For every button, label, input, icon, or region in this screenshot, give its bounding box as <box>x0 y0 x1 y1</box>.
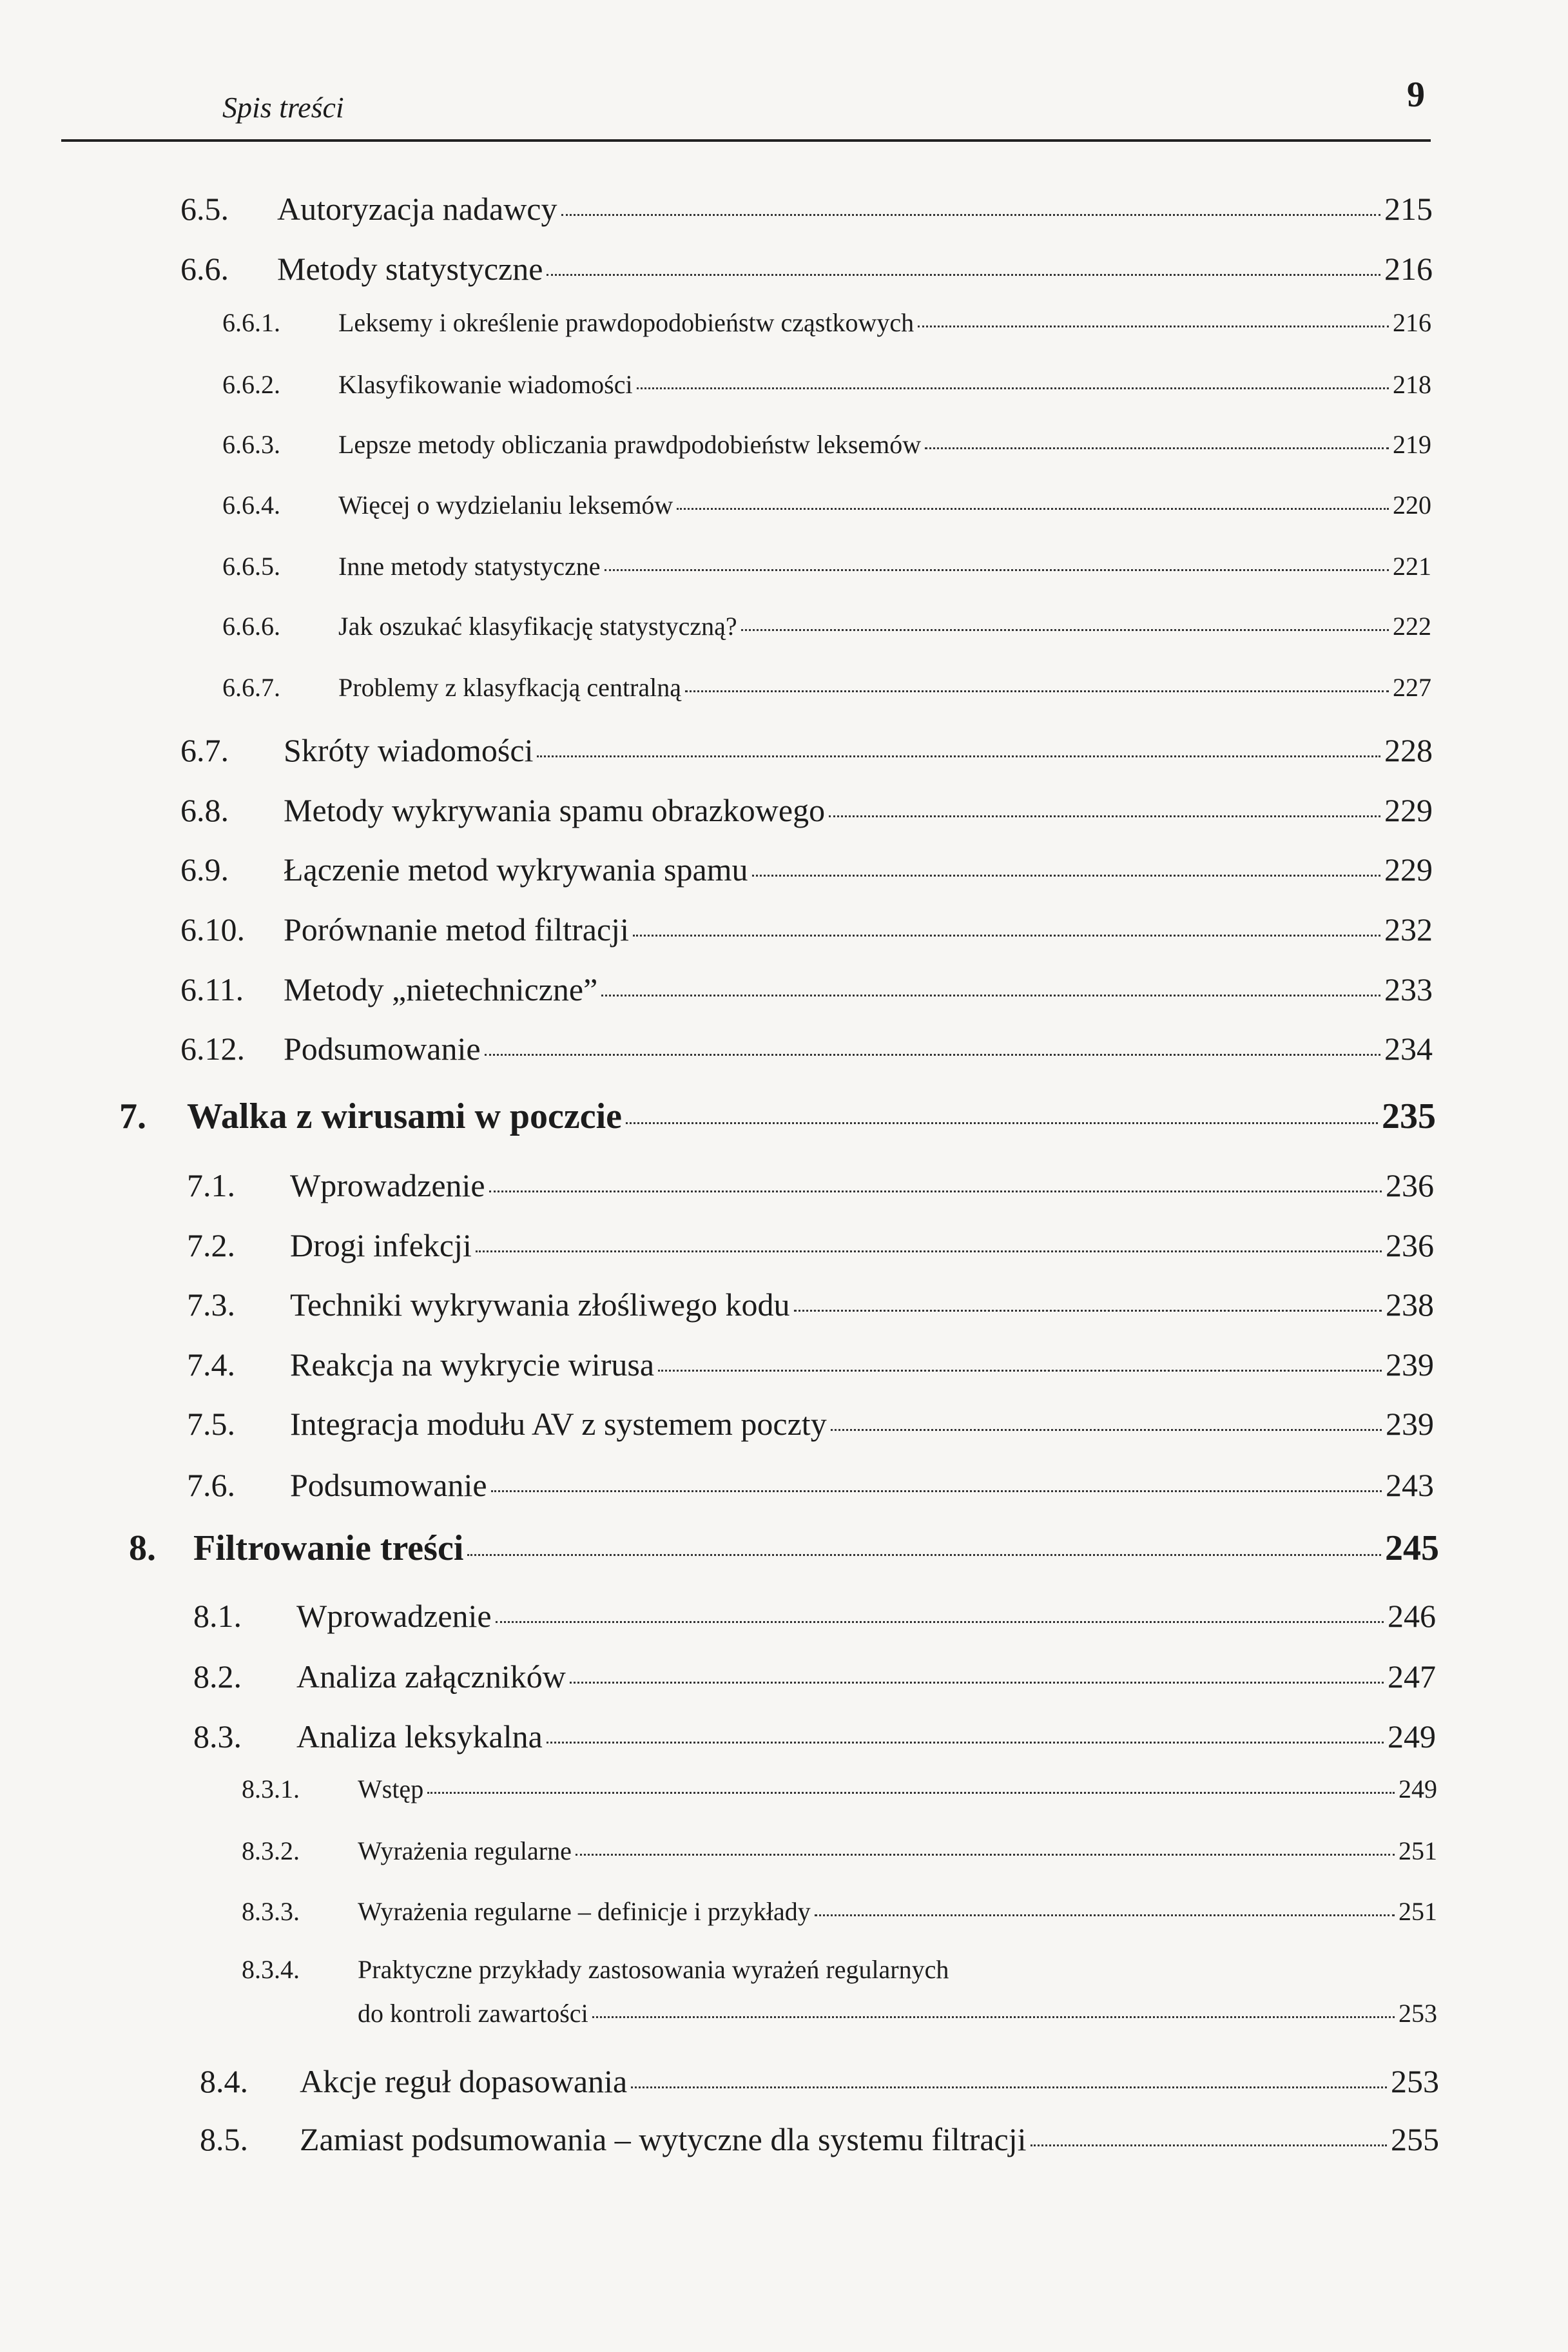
toc-leader-dots <box>918 326 1389 327</box>
toc-entry-page: 229 <box>1384 792 1433 828</box>
toc-entry <box>180 971 1433 1008</box>
toc-entry-number: 7.5. <box>187 1406 235 1442</box>
toc-entry-number: 6.6. <box>180 251 229 287</box>
toc-entry <box>200 2121 1439 2158</box>
toc-entry <box>222 551 1431 581</box>
toc-entry-number: 6.6.1. <box>222 308 280 337</box>
toc-leader-dots <box>794 1310 1382 1312</box>
toc-entry-title: Lepsze metody obliczania prawdpodobieństw leksemów <box>338 430 922 459</box>
toc-entry-title: Autoryzacja nadawcy <box>277 191 557 227</box>
toc-entry <box>242 1774 1437 1804</box>
toc-entry <box>193 1658 1436 1695</box>
toc-entry-page: 228 <box>1384 732 1433 768</box>
toc-chapter-entry <box>129 1528 1439 1569</box>
toc-entry <box>187 1346 1434 1383</box>
toc-entry <box>180 911 1433 948</box>
toc-entry-page: 245 <box>1385 1528 1439 1568</box>
toc-leader-dots <box>467 1554 1381 1556</box>
toc-entry-title: Podsumowanie <box>290 1467 487 1503</box>
toc-entry-page: 227 <box>1393 673 1431 702</box>
toc-entry-page: 216 <box>1384 251 1433 287</box>
toc-entry-title-continued: do kontroli zawartości <box>358 1999 588 2028</box>
toc-entry <box>187 1227 1434 1264</box>
toc-entry-number: 6.6.3. <box>222 430 280 459</box>
page-number: 9 <box>1407 75 1425 115</box>
toc-entry-number: 7.6. <box>187 1467 235 1503</box>
toc-entry-number: 6.9. <box>180 851 229 888</box>
toc-entry <box>222 369 1431 400</box>
toc-entry-continuation <box>358 1998 1437 2028</box>
toc-leader-dots <box>831 1429 1382 1431</box>
toc-entry-number: 8.3.4. <box>242 1955 300 1984</box>
toc-entry <box>180 851 1433 888</box>
toc-entry-number: 6.8. <box>180 792 229 828</box>
toc-entry-number: 8.4. <box>200 2063 248 2099</box>
toc-entry-title: Akcje reguł dopasowania <box>300 2063 628 2099</box>
toc-entry <box>180 732 1433 769</box>
toc-entry <box>222 490 1431 520</box>
running-header-title: Spis treści <box>222 91 344 124</box>
toc-leader-dots <box>427 1792 1395 1794</box>
toc-entry-number: 8.3.2. <box>242 1836 300 1865</box>
toc-entry-title: Skróty wiadomości <box>284 732 534 768</box>
toc-entry-page: 215 <box>1384 191 1433 227</box>
toc-entry-title: Metody statystyczne <box>277 251 543 287</box>
toc-entry-number: 6.6.7. <box>222 673 280 702</box>
toc-entry-title: Analiza leksykalna <box>296 1718 543 1754</box>
toc-leader-dots <box>491 1490 1382 1492</box>
toc-leader-dots <box>547 274 1380 276</box>
toc-leader-dots <box>626 1122 1378 1124</box>
toc-leader-dots <box>537 755 1380 757</box>
toc-entry-title: Wyrażenia regularne <box>358 1836 572 1865</box>
toc-entry-number: 7.4. <box>187 1346 235 1383</box>
toc-entry-number: 6.5. <box>180 191 229 227</box>
toc-entry-title: Inne metody statystyczne <box>338 552 601 581</box>
toc-leader-dots <box>485 1054 1380 1056</box>
toc-entry <box>180 250 1433 287</box>
toc-entry-title: Klasyfikowanie wiadomości <box>338 370 633 399</box>
toc-entry-number: 6.7. <box>180 732 229 768</box>
toc-entry-page: 219 <box>1393 430 1431 459</box>
toc-entry-title: Łączenie metod wykrywania spamu <box>284 851 748 888</box>
toc-leader-dots <box>561 214 1381 216</box>
toc-entry-number: 8.3.1. <box>242 1774 300 1803</box>
toc-entry-title: Walka z wirusami w poczcie <box>187 1096 623 1136</box>
toc-leader-dots <box>815 1914 1395 1916</box>
toc-entry-number: 8.2. <box>193 1658 242 1695</box>
toc-entry-number: 6.10. <box>180 911 245 948</box>
toc-entry-number: 6.12. <box>180 1031 245 1067</box>
toc-entry-title: Drogi infekcji <box>290 1227 472 1263</box>
toc-entry-number: 7.1. <box>187 1167 235 1203</box>
toc-leader-dots <box>570 1682 1384 1684</box>
toc-leader-dots <box>925 447 1389 449</box>
toc-entry <box>180 190 1433 228</box>
toc-entry-title: Metody „nietechniczne” <box>284 971 598 1007</box>
toc-leader-dots <box>658 1370 1382 1372</box>
toc-entry-title: Zamiast podsumowania – wytyczne dla systemu filtracji <box>300 2121 1027 2157</box>
toc-entry-number: 8. <box>129 1528 156 1568</box>
toc-entry-page: 246 <box>1388 1598 1436 1634</box>
toc-entry <box>222 307 1431 338</box>
toc-leader-dots <box>496 1621 1384 1623</box>
toc-leader-dots <box>677 508 1389 510</box>
toc-entry-page: 232 <box>1384 911 1433 948</box>
toc-entry-title: Wprowadzenie <box>296 1598 492 1634</box>
toc-entry-number: 7.3. <box>187 1287 235 1323</box>
toc-chapter-entry <box>119 1096 1436 1137</box>
toc-leader-dots <box>605 569 1389 571</box>
toc-leader-dots <box>576 1854 1395 1856</box>
toc-leader-dots <box>631 2086 1387 2088</box>
toc-entry-number: 8.3. <box>193 1718 242 1754</box>
toc-entry-number: 7. <box>119 1096 146 1136</box>
header-rule <box>61 139 1431 142</box>
toc-entry-page: 255 <box>1391 2121 1439 2157</box>
toc-leader-dots <box>752 875 1380 877</box>
toc-leader-dots <box>601 995 1380 996</box>
toc-entry <box>242 1836 1437 1866</box>
toc-leader-dots <box>685 690 1389 692</box>
toc-leader-dots <box>637 387 1389 389</box>
toc-entry <box>193 1718 1436 1755</box>
toc-leader-dots <box>592 2016 1395 2018</box>
toc-entry-title: Wyrażenia regularne – definicje i przykłady <box>358 1897 811 1926</box>
toc-entry-number: 6.11. <box>180 971 244 1007</box>
toc-entry-page: 229 <box>1384 851 1433 888</box>
toc-leader-dots <box>547 1742 1384 1744</box>
toc-entry-page: 251 <box>1399 1836 1437 1865</box>
toc-entry-page: 233 <box>1384 971 1433 1007</box>
toc-entry-title: Problemy z klasyfkacją centralną <box>338 673 681 702</box>
toc-leader-dots <box>741 629 1389 631</box>
toc-leader-dots <box>829 815 1380 817</box>
toc-entry-page: 236 <box>1386 1227 1434 1263</box>
toc-entry-page: 243 <box>1386 1467 1434 1503</box>
toc-entry-page: 251 <box>1399 1897 1437 1926</box>
toc-entry-page: 253 <box>1399 1999 1437 2028</box>
toc-entry-page: 238 <box>1386 1287 1434 1323</box>
toc-entry-page: 249 <box>1388 1718 1436 1754</box>
toc-entry-title: Reakcja na wykrycie wirusa <box>290 1346 655 1383</box>
toc-entry-number: 8.3.3. <box>242 1897 300 1926</box>
toc-entry <box>187 1286 1434 1323</box>
toc-entry <box>222 611 1431 641</box>
toc-entry-number: 8.5. <box>200 2121 248 2157</box>
toc-entry-title: Podsumowanie <box>284 1031 481 1067</box>
toc-entry <box>180 792 1433 829</box>
toc-entry <box>187 1405 1434 1443</box>
toc-entry-page: 253 <box>1391 2063 1439 2099</box>
toc-entry-number: 7.2. <box>187 1227 235 1263</box>
toc-entry-title: Integracja modułu AV z systemem poczty <box>290 1406 827 1442</box>
toc-entry-page: 247 <box>1388 1658 1436 1695</box>
toc-entry-page: 235 <box>1382 1096 1436 1136</box>
toc-entry-page: 249 <box>1399 1774 1437 1803</box>
toc-entry <box>222 672 1431 703</box>
toc-entry <box>242 1896 1437 1927</box>
toc-entry-number: 6.6.4. <box>222 491 280 520</box>
toc-leader-dots <box>633 935 1380 937</box>
toc-entry-page: 222 <box>1393 612 1431 641</box>
toc-entry <box>193 1597 1436 1635</box>
toc-entry-first-line <box>242 1954 1437 1985</box>
toc-entry-page: 221 <box>1393 552 1431 581</box>
toc-entry-title: Porównanie metod filtracji <box>284 911 629 948</box>
toc-entry-number: 6.6.2. <box>222 370 280 399</box>
toc-entry-page: 218 <box>1393 370 1431 399</box>
toc-entry <box>222 429 1431 460</box>
toc-entry-page: 220 <box>1393 491 1431 520</box>
toc-entry-page: 236 <box>1386 1167 1434 1203</box>
toc-leader-dots <box>1031 2144 1388 2146</box>
toc-entry <box>200 2063 1439 2100</box>
toc-entry-title: Wprowadzenie <box>290 1167 485 1203</box>
toc-entry-title: Więcej o wydzielaniu leksemów <box>338 491 673 520</box>
toc-leader-dots <box>489 1191 1382 1192</box>
toc-leader-dots <box>476 1250 1382 1252</box>
toc-entry-page: 239 <box>1386 1346 1434 1383</box>
toc-entry-number: 6.6.5. <box>222 552 280 581</box>
toc-entry-title: Filtrowanie treści <box>193 1528 464 1568</box>
toc-entry <box>187 1466 1434 1504</box>
toc-entry-title: Praktyczne przykłady zastosowania wyrażeń regularnych <box>358 1955 949 1984</box>
toc-entry-page: 239 <box>1386 1406 1434 1442</box>
toc-entry-page: 216 <box>1393 308 1431 337</box>
toc-entry-title: Analiza załączników <box>296 1658 566 1695</box>
toc-entry-number: 8.1. <box>193 1598 242 1634</box>
toc-entry-page: 234 <box>1384 1031 1433 1067</box>
toc-entry-title: Leksemy i określenie prawdopodobieństw cząstkowych <box>338 308 915 337</box>
toc-entry-title: Techniki wykrywania złośliwego kodu <box>290 1287 790 1323</box>
toc-entry-title: Wstęp <box>358 1774 424 1803</box>
toc-entry <box>187 1167 1434 1204</box>
toc-entry-number: 6.6.6. <box>222 612 280 641</box>
toc-entry-title: Metody wykrywania spamu obrazkowego <box>284 792 826 828</box>
toc-entry-title: Jak oszukać klasyfikację statystyczną? <box>338 612 737 641</box>
toc-entry <box>180 1030 1433 1067</box>
